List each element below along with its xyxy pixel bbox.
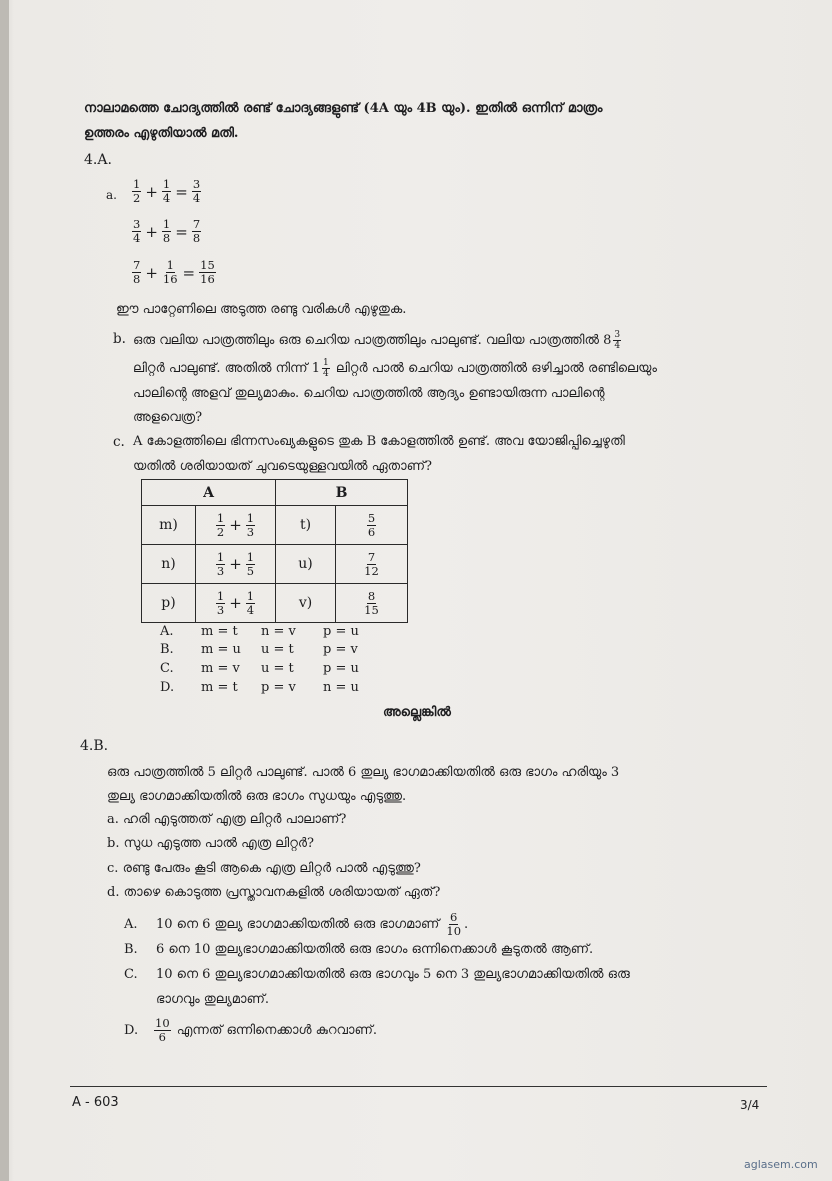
- q4b-sub-b: b. സുധ എടുത്ത പാൽ എത്ര ലിറ്റർ?: [107, 836, 314, 851]
- sum-value: $\frac{7}{12}$: [336, 545, 408, 584]
- q4b-line-2: തുല്യ ഭാഗമാക്കിയതിൽ ഒരു ഭാഗം സുധയും എടുത്തു.: [107, 789, 407, 804]
- fraction: $\frac{1}{4}$: [162, 177, 171, 205]
- part-c-line-2: യതിൽ ശരിയായത് ചുവടെയുള്ളവയിൽ ഏതാണ്?: [133, 459, 432, 474]
- footer-rule: [70, 1086, 767, 1087]
- fraction: $\frac{3}{4}$: [192, 177, 201, 205]
- pattern-row-3: $\frac{7}{8}$ + $\frac{1}{16}$ = $\frac{15}{16}$: [133, 258, 215, 286]
- option-row: B. m = u u = t p = v: [160, 642, 358, 657]
- page-number: 3/4: [740, 1098, 760, 1112]
- choice-d: D. $\frac{10}{6}$ എന്നത് ഒന്നിനെക്കാൾ കുറവാണ്.: [124, 1016, 377, 1044]
- choice-a: A. 10 നെ 6 തുല്യ ഭാഗമാക്കിയതിൽ ഒരു ഭാഗമാണ് $\frac{6}{10}$ .: [124, 910, 469, 938]
- fraction: $\frac{3}{4}$: [133, 217, 141, 245]
- fraction: $\frac{6}{10}$: [446, 910, 462, 938]
- sum-expression: $\frac{1}{3}$ + $\frac{1}{5}$: [196, 545, 276, 584]
- fraction: $\frac{1}{8}$: [162, 217, 171, 245]
- mixed-fraction: $\frac{3}{4}$: [614, 330, 621, 351]
- choice-b: B. 6 നെ 10 തുല്യഭാഗമാക്കിയതിൽ ഒരു ഭാഗം ഒന്നിനെക്കാൾ കൂടുതൽ ആണ്.: [124, 942, 594, 957]
- row-label: m): [142, 506, 196, 545]
- pattern-row-2: $\frac{3}{4}$ + $\frac{1}{8}$ = $\frac{7}{8}$: [133, 217, 201, 245]
- fraction: $\frac{1}{2}$: [133, 177, 141, 205]
- question-4b-label: 4.B.: [80, 738, 109, 754]
- option-row: A. m = t n = v p = u: [160, 624, 359, 639]
- watermark: aglasem.com: [744, 1158, 818, 1171]
- choice-c: C. 10 നെ 6 തുല്യഭാഗമാക്കിയതിൽ ഒരു ഭാഗവും 5 നെ 3 തുല്യഭാഗമാക്കിയതിൽ ഒരു: [124, 967, 630, 982]
- part-b-line-2: ലിറ്റർ പാലുണ്ട്. അതിൽ നിന്ന് 1 $\frac{1}{4}$ ലിറ്റർ പാൽ ചെറിയ പാത്രത്തിൽ ഒഴിച്ചാൽ രണ്ടിലെയും: [133, 358, 657, 379]
- intro-line-1: നാലാമത്തെ ചോദ്യത്തിൽ രണ്ട് ചോദ്യങ്ങളുണ്ട് (4A യും 4B യും). ഇതിൽ ഒന്നിന് മാത്രം: [84, 101, 603, 116]
- part-c-marker: c.: [113, 434, 125, 450]
- row-label: t): [276, 506, 336, 545]
- q4b-sub-a: a. ഹരി എടുത്തത് എത്ര ലിറ്റർ പാലാണ്?: [107, 812, 347, 827]
- or-separator: അല്ലെങ്കിൽ: [383, 705, 451, 720]
- part-a-instruction: ഈ പാറ്റേണിലെ അടുത്ത രണ്ടു വരികൾ എഴുതുക.: [116, 302, 407, 317]
- q4b-sub-c: c. രണ്ടു പേരും കൂടി ആകെ എത്ര ലിറ്റർ പാൽ എടുത്തു?: [107, 861, 421, 876]
- q4b-sub-d: d. താഴെ കൊടുത്ത പ്രസ്താവനകളിൽ ശരിയായത് ഏത്?: [107, 885, 441, 900]
- fraction: $\frac{1}{16}$: [162, 258, 178, 286]
- q4b-line-1: ഒരു പാത്രത്തിൽ 5 ലിറ്റർ പാലുണ്ട്. പാൽ 6 തുല്യ ഭാഗമാക്കിയതിൽ ഒരു ഭാഗം ഹരിയും 3: [107, 765, 620, 780]
- option-row: C. m = v u = t p = u: [160, 661, 359, 676]
- mixed-fraction: $\frac{1}{4}$: [323, 358, 329, 379]
- sum-expression: $\frac{1}{2}$ + $\frac{1}{3}$: [196, 506, 276, 545]
- fraction: $\frac{7}{8}$: [133, 258, 141, 286]
- column-b-header: B: [276, 480, 408, 506]
- row-label: n): [142, 545, 196, 584]
- fraction: $\frac{15}{16}$: [200, 258, 215, 286]
- choice-c-line-2: ഭാഗവും തുല്യമാണ്.: [156, 992, 270, 1007]
- part-c-line-1: A കോളത്തിലെ ഭിന്നസംഖ്യകളുടെ തുക B കോളത്തിൽ ഉണ്ട്. അവ യോജിപ്പിച്ചെഴുതി: [133, 434, 625, 449]
- question-4a-label: 4.A.: [84, 152, 112, 168]
- part-b-line-1: ഒരു വലിയ പാത്രത്തിലും ഒരു ചെറിയ പാത്രത്തിലും പാലുണ്ട്. വലിയ പാത്രത്തിൽ 8 $\frac{3}{4}$: [133, 330, 621, 351]
- sum-value: $\frac{5}{6}$: [336, 506, 408, 545]
- table-row: [142, 584, 408, 623]
- row-label: v): [276, 584, 336, 623]
- option-row: D. m = t p = v n = u: [160, 680, 359, 695]
- part-b-line-4: അളവെത്ര?: [133, 410, 203, 425]
- intro-line-2: ഉത്തരം എഴുതിയാൽ മതി.: [84, 126, 239, 141]
- part-a-marker: a.: [106, 188, 117, 202]
- pattern-row-1: $\frac{1}{2}$ + $\frac{1}{4}$ = $\frac{3}{4}$: [133, 177, 201, 205]
- sum-expression: $\frac{1}{3}$ + $\frac{1}{4}$: [196, 584, 276, 623]
- fraction: $\frac{7}{8}$: [192, 217, 201, 245]
- page-edge-shadow: [0, 0, 9, 1181]
- column-a-header: A: [142, 480, 276, 506]
- row-label: u): [276, 545, 336, 584]
- part-b-marker: b.: [113, 331, 126, 347]
- fraction: $\frac{10}{6}$: [155, 1016, 170, 1044]
- sum-value: $\frac{8}{15}$: [336, 584, 408, 623]
- matching-table: [141, 479, 408, 623]
- table-row: [142, 506, 408, 545]
- part-b-line-3: പാലിന്റെ അളവ് തുല്യമാകും. ചെറിയ പാത്രത്തിൽ ആദ്യം ഉണ്ടായിരുന്ന പാലിന്റെ: [133, 386, 605, 401]
- paper-code: A - 603: [72, 1095, 119, 1110]
- row-label: p): [142, 584, 196, 623]
- table-row: [142, 545, 408, 584]
